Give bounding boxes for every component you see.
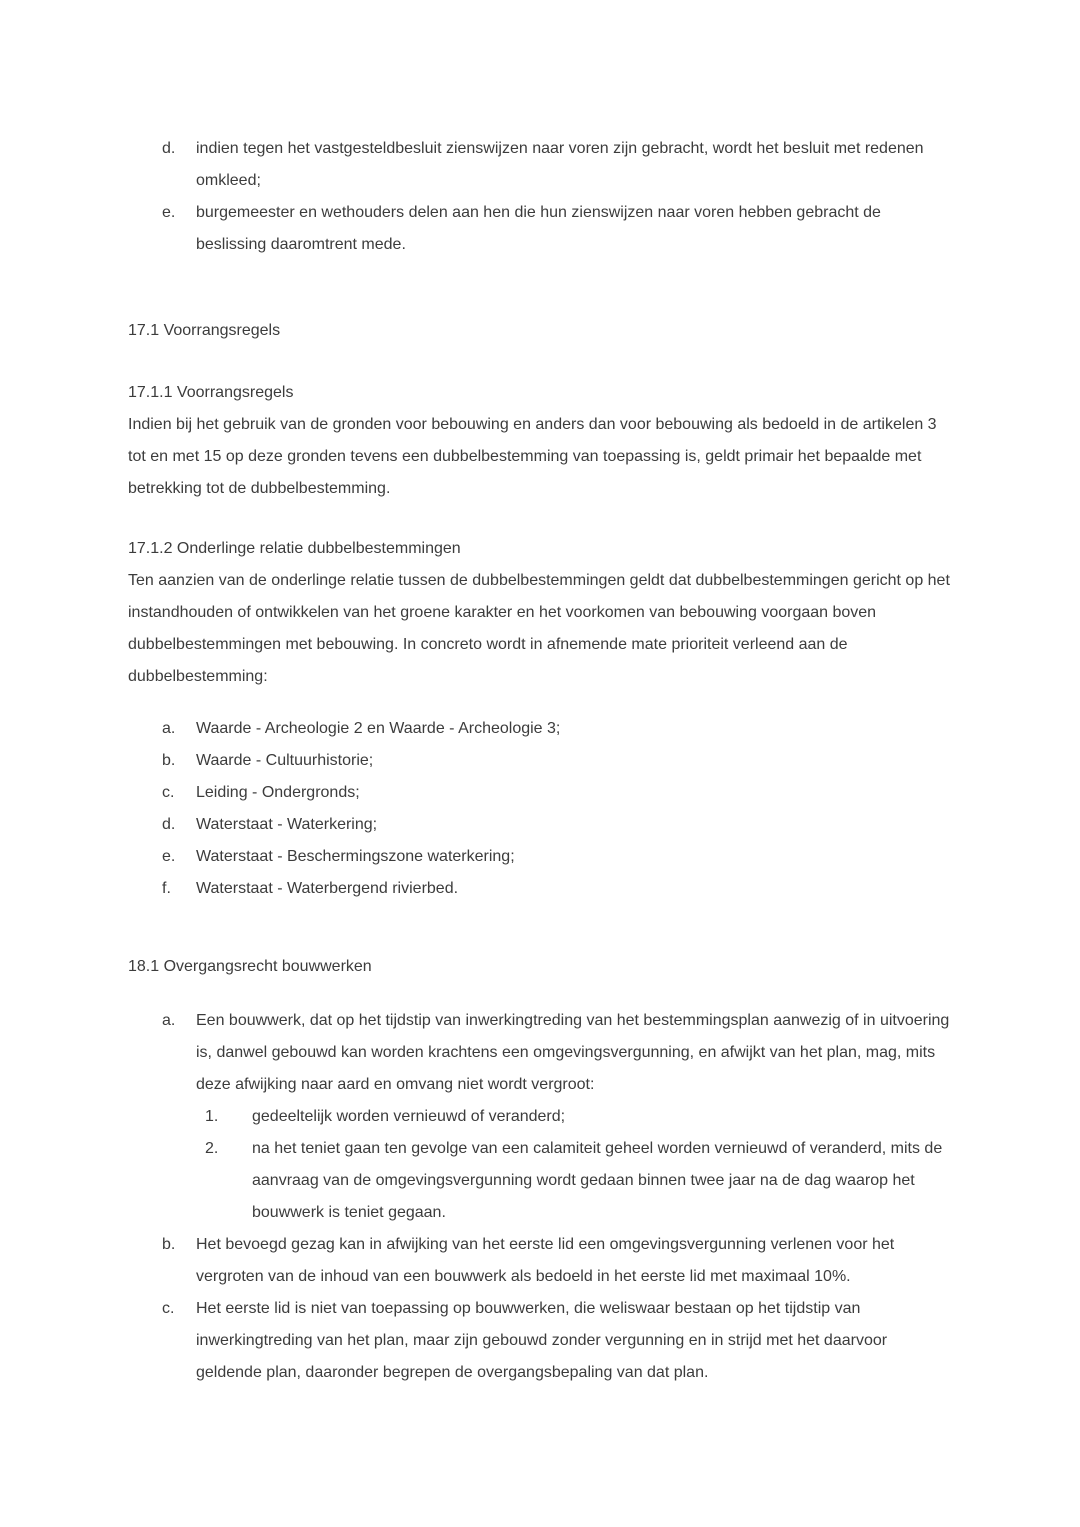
list-item-text: Een bouwwerk, dat op het tijdstip van inwerkingtreding van het bestemmingsplan aanwezig of in uitvoering is, danwel gebouwd kan worden krachtens een omgevingsvergunning, en afwijkt van het plan, mag, mits deze afwijking naar aard en omvang niet wordt vergroot:: [196, 1012, 950, 1093]
list-item-text: gedeeltelijk worden vernieuwd of veranderd;: [252, 1108, 566, 1125]
list-item: [128, 745, 950, 777]
list-marker: c.: [162, 784, 175, 801]
list-item-text: Waarde - Cultuurhistorie;: [196, 752, 374, 769]
section-heading-18-1: 18.1 Overgangsrecht bouwwerken: [128, 958, 372, 975]
list-marker: f.: [162, 880, 171, 897]
list-marker: 2.: [205, 1140, 219, 1157]
list-item: [128, 1005, 950, 1229]
list-marker: a.: [162, 1012, 176, 1029]
list-item: [128, 873, 950, 905]
list-item-text: Leiding - Ondergronds;: [196, 784, 360, 801]
list-item: [128, 1229, 950, 1293]
list-item: [128, 1293, 950, 1389]
list-item: [128, 841, 950, 873]
list-item-text: indien tegen het vastgesteldbesluit zienswijzen naar voren zijn gebracht, wordt het besluit met redenen omkleed;: [196, 140, 924, 189]
list-marker: c.: [162, 1300, 175, 1317]
list-marker: d.: [162, 140, 176, 157]
list-item-text: Waterstaat - Waterbergend rivierbed.: [196, 880, 459, 897]
list-item: [196, 1133, 950, 1229]
list-marker: b.: [162, 1236, 176, 1253]
paragraph-17-1-1: Indien bij het gebruik van de gronden voor bebouwing en anders dan voor bebouwing als bedoeld in de artikelen 3 tot en met 15 op deze gronden tevens een dubbelbestemming van toepassing is, geldt primair het bepaalde met betrekking tot de dubbelbestemming.: [128, 416, 937, 497]
overgangsrecht-list: [128, 1005, 950, 1389]
continued-ordered-list: [128, 133, 950, 261]
list-item: [196, 1101, 950, 1133]
list-marker: e.: [162, 848, 176, 865]
list-marker: 1.: [205, 1108, 219, 1125]
list-item-text: Waterstaat - Beschermingszone waterkering;: [196, 848, 515, 865]
paragraph-17-1-2: Ten aanzien van de onderlinge relatie tussen de dubbelbestemmingen geldt dat dubbelbestemmingen gericht op het instandhouden of ontwikkelen van het groene karakter en het voorkomen van bebouwing voorgaan boven dubbelbestemmingen met bebouwing. In concreto wordt in afnemende mate prioriteit verleend aan de dubbelbestemming:: [128, 572, 950, 685]
section-heading-17-1-2: 17.1.2 Onderlinge relatie dubbelbestemmingen: [128, 540, 461, 557]
list-item-text: Het eerste lid is niet van toepassing op bouwwerken, die weliswaar bestaan op het tijdstip van inwerkingtreding van het plan, maar zijn gebouwd zonder vergunning en in strijd met het daarvoor geldende plan, daaronder begrepen de overgangsbepaling van dat plan.: [196, 1300, 888, 1381]
list-item-text: Het bevoegd gezag kan in afwijking van het eerste lid een omgevingsvergunning verlenen voor het vergroten van de inhoud van een bouwwerk als bedoeld in het eerste lid met maximaal 10%.: [196, 1236, 895, 1285]
list-item: [128, 133, 950, 197]
list-item-text: Waarde - Archeologie 2 en Waarde - Archeologie 3;: [196, 720, 561, 737]
list-marker: a.: [162, 720, 176, 737]
list-item-text: Waterstaat - Waterkering;: [196, 816, 378, 833]
list-item-text: na het teniet gaan ten gevolge van een calamiteit geheel worden vernieuwd of veranderd, mits de aanvraag van de omgevingsvergunning wordt gedaan binnen twee jaar na de dag waarop het bouwwerk is teniet gegaan.: [252, 1140, 943, 1221]
section-heading-17-1: 17.1 Voorrangsregels: [128, 322, 281, 339]
list-item: [128, 197, 950, 261]
list-item-text: burgemeester en wethouders delen aan hen die hun zienswijzen naar voren hebben gebracht de beslissing daaromtrent mede.: [196, 204, 881, 253]
section-heading-17-1-1: 17.1.1 Voorrangsregels: [128, 384, 294, 401]
list-item-body: [196, 1005, 950, 1229]
list-item: [128, 809, 950, 841]
nested-numbered-list: [196, 1101, 950, 1229]
list-marker: b.: [162, 752, 176, 769]
dubbelbestemming-priority-list: [128, 713, 950, 905]
list-item: [128, 713, 950, 745]
list-item: [128, 777, 950, 809]
list-marker: d.: [162, 816, 176, 833]
list-marker: e.: [162, 204, 176, 221]
